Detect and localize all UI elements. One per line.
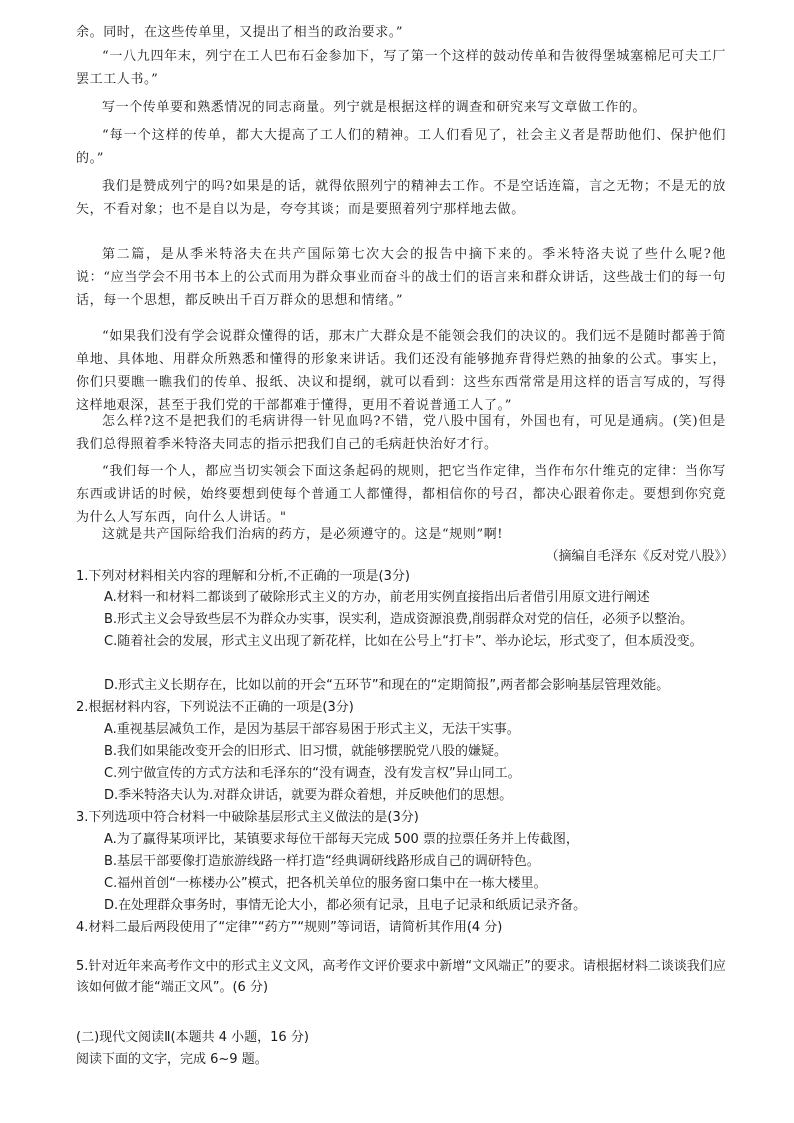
question-3-option-c[interactable]: C.福州首创“一栋楼办公”模式，把各机关单位的服务窗口集中在一栋大楼里。 <box>104 876 547 891</box>
question-2-stem: 2.根据材料内容，下列说法不正确的一项是(3分) <box>76 700 354 715</box>
question-3-option-d[interactable]: D.在处理群众事务时，事情无论大小，都必须有记录，且电子记录和纸质记录齐备。 <box>104 898 587 913</box>
question-3-option-b[interactable]: B.基层干部要像打造旅游线路一样打造“经典调研线路形成自己的调研特色。 <box>104 854 540 869</box>
passage-paragraph: “每一个这样的传单，都大大提高了工人们的精神。工人们看见了，社会主义者是帮助他们、保护他们的。” <box>76 128 726 166</box>
question-5-stem: 5.针对近年来高考作文中的形式主义文风，高考作文评价要求中新增“文风端正”的要求。请根据材料二谈谈我们应该如何做才能“端正文风”。(6 分) <box>76 959 726 995</box>
passage-paragraph: “一八九四年末，列宁在工人巴布石金参加下，写了第一个这样的鼓动传单和告彼得堡城塞棉尼可夫工厂罢工工人书。” <box>76 49 726 87</box>
passage-paragraph: “我们每一个人，都应当切实领会下面这条起码的规则，把它当作定律，当作布尔什维克的定律：当你写东西或讲话的时候，始终要想到使每个普通工人都懂得，都相信你的号召，都决心跟着你走。要想到你究竟为什么人写东西，向什么人讲话。" <box>76 464 726 525</box>
section-heading: (二)现代文阅读Ⅱ(本题共 4 小题，16 分) <box>76 1030 309 1045</box>
passage-paragraph: 这就是共产国际给我们治病的药方，是必须遵守的。这是“规则”啊! <box>102 527 504 542</box>
passage-paragraph: “如果我们没有学会说群众懂得的话，那末广大群众是不能领会我们的决议的。我们远不是随时都善于简单地、具体地、用群众所熟悉和懂得的形象来讲话。我们还没有能够抛弃背得烂熟的抽象的公式。事实上，你们只要瞧一瞧我们的传单、报纸、决议和提纲，就可以看到：这些东西常常是用这样的语言写成的，写得这样地艰深，甚至于我们党的干部都难于懂得，更用不着说普通工人了。” <box>76 329 726 413</box>
passage-source: （摘编自毛泽东《反对党八股》） <box>545 549 734 564</box>
question-1-stem: 1.下列对材料相关内容的理解和分析,不正确的一项是(3分) <box>76 569 410 584</box>
passage-paragraph: 第二篇，是从季米特洛夫在共产国际第七次大会的报告中摘下来的。季米特洛夫说了些什么呢?他说：“应当学会不用书本上的公式而用为群众事业而奋斗的战士们的语言来和群众讲话，这些战士们的每一句话，每一个思想，都反映出千百万群众的思想和情绪。” <box>76 247 726 308</box>
question-2-option-d[interactable]: D.季米特洛夫认为.对群众讲话，就要为群众着想，并反映他们的思想。 <box>104 788 513 803</box>
passage-paragraph: 余。同时，在这些传单里，又提出了相当的政治要求。” <box>76 25 404 40</box>
passage-paragraph: 写一个传单要和熟悉情况的同志商量。列宁就是根据这样的调查和研究来写文章做工作的。 <box>102 100 647 115</box>
question-1-option-a[interactable]: A.材料一和材料二都谈到了破除形式主义的方办，前老用实例直接指出后者借引用原文进行阐述 <box>104 590 650 605</box>
question-1-option-b[interactable]: B.形式主义会导致些层不为群众办实事，误实利，造成资源浪费,削弱群众对党的信任，必须予以整治。 <box>104 612 694 627</box>
question-4-stem: 4.材料二最后两段使用了“定律”“药方”“规则”等词语，请简析其作用(4 分) <box>76 920 503 935</box>
passage-paragraph: 怎么样?这不是把我们的毛病讲得一针见血吗?不错，党八股中国有，外国也有，可见是通病。(笑)但是我们总得照着季米特洛夫同志的指示把我们自己的毛病赶快治好才行。 <box>76 414 726 452</box>
question-1-option-c[interactable]: C.随着社会的发展，形式主义出现了新花样，比如在公号上“打卡”、举办论坛，形式变了，但本质没变。 <box>104 634 703 649</box>
question-1-option-d[interactable]: D.形式主义长期存在，比如以前的开会“五环节”和现在的“定期简报”,两者都会影响基层管理效能。 <box>104 678 670 693</box>
question-2-option-c[interactable]: C.列宁做宣传的方式方法和毛泽东的“没有调查，没有发言权”异山同工。 <box>104 766 521 781</box>
question-3-option-a[interactable]: A.为了赢得某项评比，某镇要求每位干部每天完成 500 票的拉票任务并上传截图， <box>104 832 579 847</box>
question-3-stem: 3.下列选项中符合材料一中破除基层形式主义做法的是(3分) <box>76 810 419 825</box>
section-instruction: 阅读下面的文字，完成 6~9 题。 <box>76 1052 268 1067</box>
question-2-option-b[interactable]: B.我们如果能改变开会的旧形式、旧习惯，就能够摆脱党八股的嫌疑。 <box>104 744 508 759</box>
question-2-option-a[interactable]: A.重视基层减负工作，是因为基层干部容易困于形式主义，无法干实事。 <box>104 722 520 737</box>
passage-paragraph: 我们是赞成列宁的吗?如果是的话，就得依照列宁的精神去工作。不是空话连篇，言之无物；不是无的放矢，不看对象；也不是自以为是，夸夸其谈；而是要照着列宁那样地去做。 <box>76 179 726 217</box>
